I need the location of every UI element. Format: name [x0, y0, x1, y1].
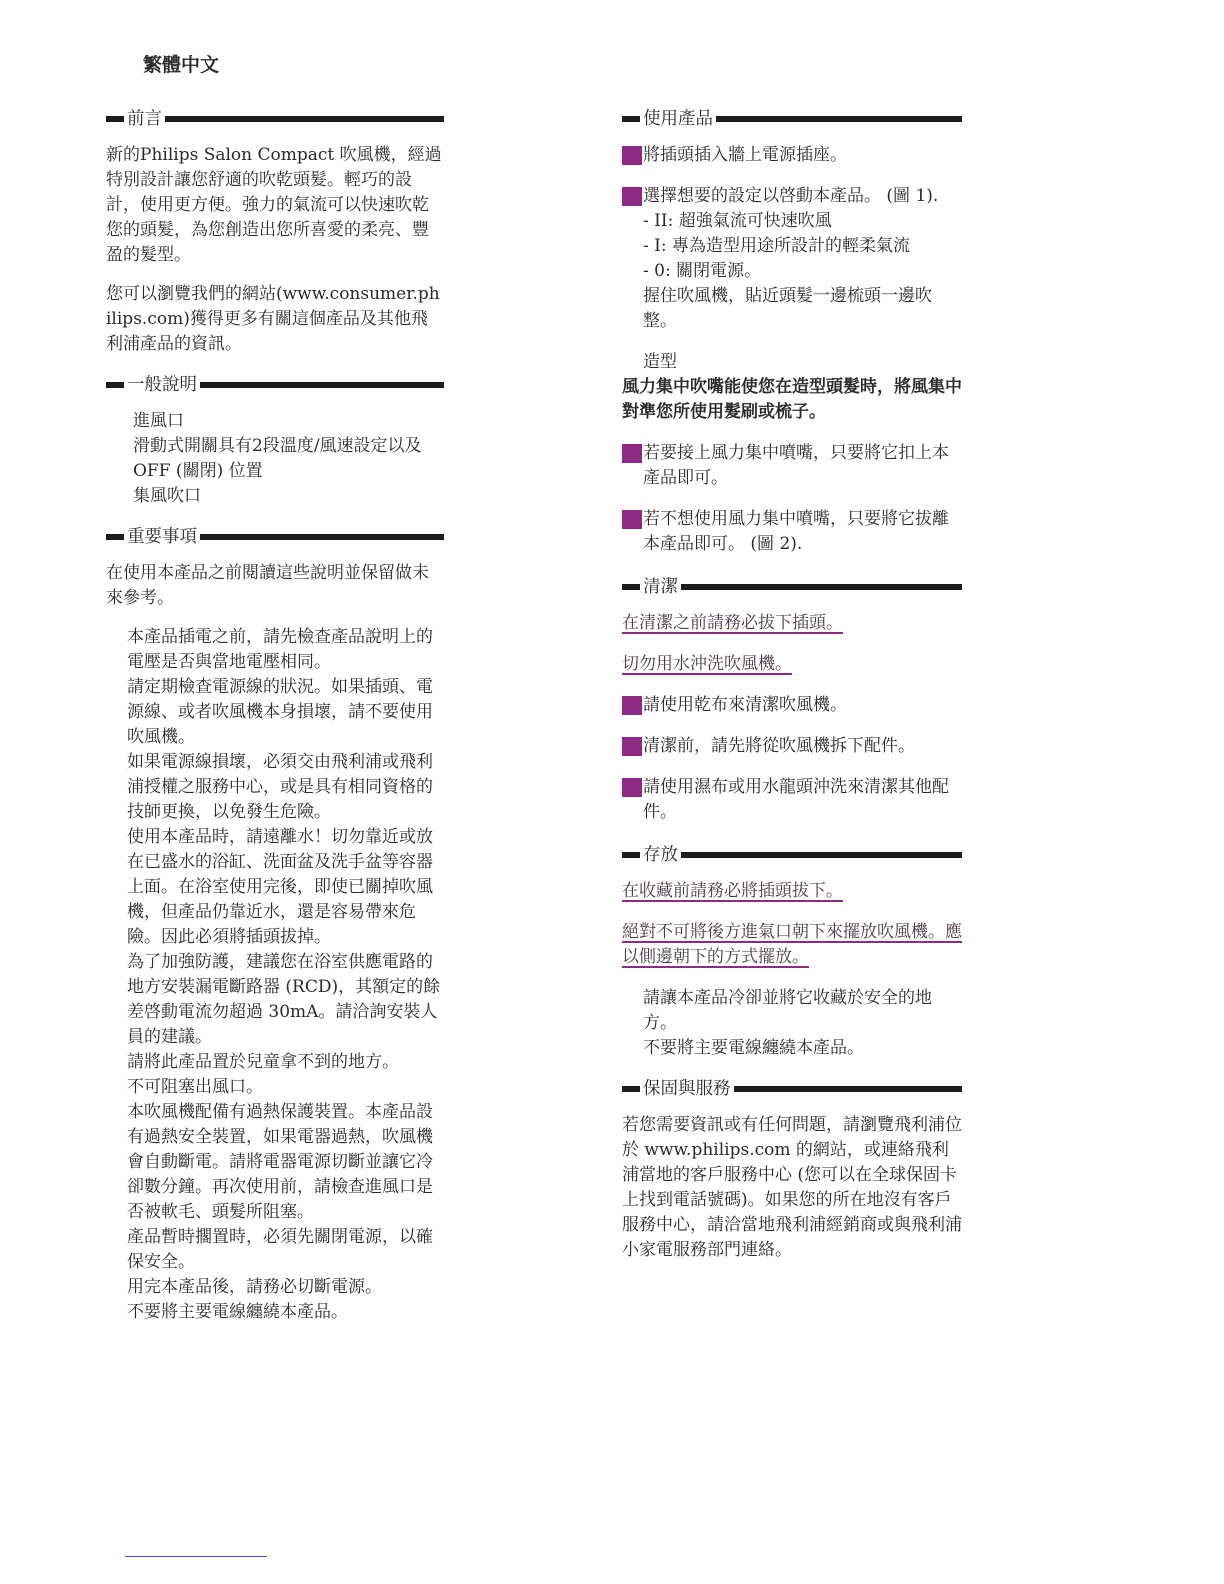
step-bullet — [622, 444, 642, 463]
left-column — [106, 105, 444, 1339]
setting-item: - 0: 關閉電源。 — [643, 261, 762, 281]
general-heading: 一般說明 — [124, 371, 200, 399]
use-step — [622, 507, 962, 557]
hold-instruction: 握住吹風機，貼近頭髮一邊梳頭一邊吹整。 — [643, 286, 932, 331]
right-column — [622, 105, 962, 1277]
important-section — [106, 523, 444, 1325]
setting-item: - I: 專為造型用途所設計的輕柔氣流 — [643, 236, 910, 256]
step-text: 請使用濕布或用水龍頭沖洗來清潔其他配件。 — [643, 777, 949, 822]
step-text: 清潔前，請先將從吹風機拆下配件。 — [643, 736, 915, 756]
styling-text: 風力集中吹嘴能使您在造型頭髮時，將風集中對準您所使用髮刷或梳子。 — [622, 377, 962, 422]
step-text: 請使用乾布來清潔吹風機。 — [643, 695, 847, 715]
storage-heading: 存放 — [640, 841, 681, 869]
general-section — [106, 371, 444, 509]
cleaning-step — [622, 775, 962, 825]
step-bullet — [622, 696, 642, 715]
important-list — [106, 625, 444, 1325]
list-item: 請將此產品置於兒童拿不到的地方。 — [127, 1052, 399, 1072]
cleaning-warning: 切勿用水沖洗吹風機。 — [622, 654, 792, 674]
section-heading — [106, 105, 444, 133]
list-item: 產品暫時擱置時，必須先關閉電源，以確保安全。 — [127, 1227, 433, 1272]
use-heading: 使用產品 — [640, 105, 716, 133]
storage-section — [622, 841, 962, 1061]
styling-title: 造型 — [643, 352, 677, 372]
section-heading — [622, 105, 962, 133]
warranty-heading: 保固與服務 — [640, 1075, 734, 1103]
list-item: 不可阻塞出風口。 — [127, 1077, 263, 1097]
list-item: 如果電源線損壞，必須交由飛利浦或飛利浦授權之服務中心，或是具有相同資格的技師更換，以免發生危險。 — [127, 752, 433, 822]
footer-line — [125, 1556, 267, 1557]
step-text: 若不想使用風力集中噴嘴，只要將它拔離本產品即可。 (圖 2). — [643, 509, 949, 554]
step-bullet — [622, 737, 642, 756]
step-bullet — [622, 187, 642, 206]
list-item: 不要將主要電線纏繞本產品。 — [127, 1302, 348, 1322]
section-heading — [622, 841, 962, 869]
use-step — [622, 143, 962, 168]
warranty-text: 若您需要資訊或有任何問題，請瀏覽飛利浦位於 www.philips.com 的網站，或連絡飛利浦當地的客戶服務中心 (您可以在全球保固卡上找到電話號碼)。如果您的所在地沒有客戶服務中心，請洽當地飛利浦經銷商或與飛利浦小家電服務部門連絡。 — [622, 1115, 962, 1260]
cleaning-warning: 在清潔之前請務必拔下插頭。 — [622, 613, 843, 633]
list-item: 使用本產品時，請遠離水！切勿靠近或放在已盛水的浴缸、洗面盆及洗手盆等容器上面。在浴室使用完後，即使已關掉吹風機，但產品仍靠近水，還是容易帶來危險。因此必須將插頭拔掉。 — [127, 827, 433, 947]
step-text: 將插頭插入牆上電源插座。 — [643, 145, 847, 165]
list-item: 為了加強防護，建議您在浴室供應電路的地方安裝漏電斷路器 (RCD)，其額定的餘差啓動電流勿超過 30mA。請洽詢安裝人員的建議。 — [127, 952, 441, 1047]
storage-item: 請讓本產品冷卻並將它收藏於安全的地方。 — [643, 988, 932, 1033]
setting-item: - II: 超強氣流可快速吹風 — [643, 211, 832, 231]
storage-warning: 在收藏前請務必將插頭拔下。 — [622, 881, 843, 901]
list-item: 用完本產品後，請務必切斷電源。 — [127, 1277, 382, 1297]
cleaning-section — [622, 573, 962, 825]
step-bullet — [622, 146, 642, 165]
list-item: 請定期檢查電源線的狀況。如果插頭、電源線、或者吹風機本身損壞，請不要使用吹風機。 — [127, 677, 433, 747]
step-text: 選擇想要的設定以啓動本產品。 (圖 1). — [643, 186, 939, 206]
general-list — [106, 409, 444, 509]
important-heading: 重要事項 — [124, 523, 200, 551]
section-heading — [622, 1075, 962, 1103]
warranty-section — [622, 1075, 962, 1263]
cleaning-step — [622, 693, 962, 718]
cleaning-step — [622, 734, 962, 759]
cleaning-heading: 清潔 — [640, 573, 681, 601]
intro-paragraph: 新的Philips Salon Compact 吹風機，經過特別設計讓您舒適的吹乾頭髮。輕巧的設計，使用更方便。強力的氣流可以快速吹乾您的頭髮，為您創造出您所喜愛的柔亮、豐盈的髮型。 — [106, 145, 442, 265]
step-bullet — [622, 510, 642, 529]
section-heading — [622, 573, 962, 601]
intro-section — [106, 105, 444, 357]
storage-item: 不要將主要電線纏繞本產品。 — [643, 1038, 864, 1058]
list-item: 集風吹口 — [133, 486, 201, 506]
important-intro: 在使用本產品之前閱讀這些說明並保留做未來參考。 — [106, 563, 429, 608]
use-step — [622, 441, 962, 491]
website-paragraph: 您可以瀏覽我們的網站(www.consumer.philips.com)獲得更多有關這個產品及其他飛利浦產品的資訊。 — [106, 284, 440, 354]
list-item: 進風口 — [133, 411, 184, 431]
intro-heading: 前言 — [124, 105, 165, 133]
use-section — [622, 105, 962, 557]
section-heading — [106, 371, 444, 399]
section-heading — [106, 523, 444, 551]
step-text: 若要接上風力集中噴嘴，只要將它扣上本產品即可。 — [643, 443, 949, 488]
language-label: 繁體中文 — [143, 54, 220, 76]
list-item: 本吹風機配備有過熱保護裝置。本產品設有過熱安全裝置，如果電器過熱，吹風機會自動斷電。請將電器電源切斷並讓它冷卻數分鐘。再次使用前，請檢查進風口是否被軟毛、頭髮所阻塞。 — [127, 1102, 433, 1222]
storage-warning: 絕對不可將後方進氣口朝下來擺放吹風機。應以側邊朝下的方式擺放。 — [622, 922, 962, 967]
list-item: 本產品插電之前，請先檢查產品說明上的電壓是否與當地電壓相同。 — [127, 627, 433, 672]
step-bullet — [622, 778, 642, 797]
use-step — [622, 184, 962, 209]
list-item: 滑動式開關具有2段溫度/風速設定以及OFF (關閉) 位置 — [133, 436, 422, 481]
